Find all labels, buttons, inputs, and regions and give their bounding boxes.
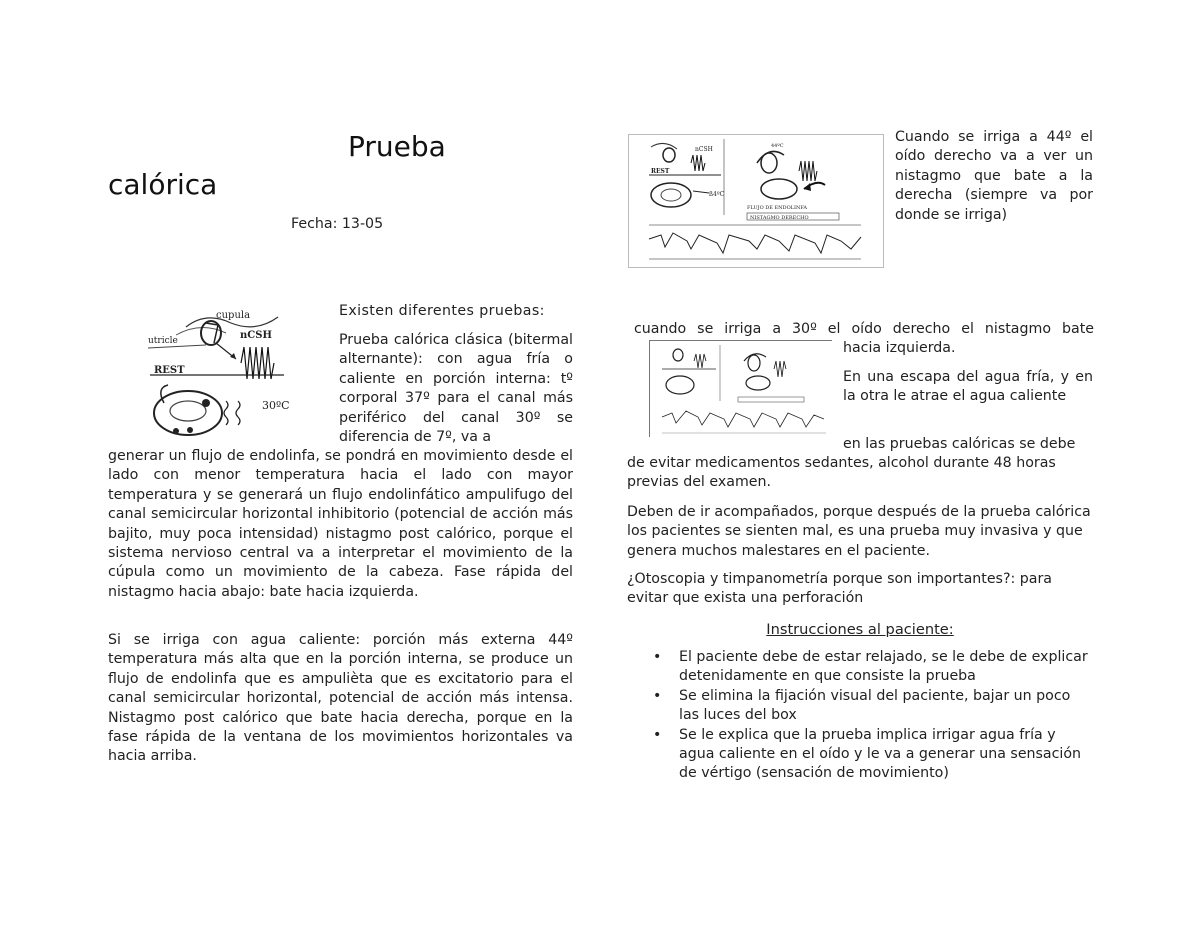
acompanados-paragraph: Deben de ir acompañados, porque después de la prueba calórica los pacientes se sienten mal, es una prueba muy invasiva y que genera muchos malestares en el paciente.: [627, 504, 1091, 559]
label-30c: 30ºC: [262, 399, 290, 412]
list-item: [653, 648, 1093, 687]
warm-water-paragraph: Si se irriga con agua caliente: porción más externa 44º temperatura más alta que en la porción interna, se produce un flujo de endolinfa que es ampulièta que es excitatorio para el canal semicircular horizontal, potencial de acción más intensa. Nistagmo post calórico que bate hacia derecha, porque en la fase rápida de la ventana de los movimientos horizontales va hacia arriba.: [108, 632, 573, 765]
label-flujo: FLUJO DE ENDOLINFA: [747, 205, 807, 211]
bullet-glyph: •: [653, 687, 662, 704]
endolinfa-paragraph: generar un flujo de endolinfa, se pondrá en movimiento desde el lado con menor temperatura hacia el lado con mayor temperatura y se generará un flujo endolinfático ampulifugo del canal semicircular horizontal inhibitorio (potencial de acción más bajito, muy poca intensidad) nistagmo post calórico, porque el sistema nervioso central va a interpretar el movimiento de la cúpula como un movimiento de la cabeza. Fase rápida del nistagmo hacia abajo: bate hacia izquierda.: [108, 448, 573, 600]
label-utricle: utricle: [148, 336, 178, 346]
title-line-2: calórica: [108, 168, 218, 201]
bullet-glyph: •: [653, 726, 662, 743]
caloric-30-first-line: cuando se irriga a 30º el oído derecho el nistagmo bate: [634, 321, 1094, 337]
pruebas-first-line: en las pruebas calóricas se debe: [843, 436, 1076, 452]
caloric-44-paragraph: Cuando se irriga a 44º el oído derecho va a ver un nistagmo que bate a la derecha (siempre va por donde se irriga): [895, 129, 1093, 223]
label-44c-top: 44ºC: [771, 143, 784, 149]
svg-text:ß4ºC: ß4ºC: [709, 191, 725, 198]
label-nistagmo-derecho: NISTAGMO DERECHO: [750, 215, 809, 221]
bullet-glyph: •: [653, 649, 662, 665]
date-text: Fecha: 13-05: [291, 216, 384, 232]
instructions-list: [653, 648, 1093, 784]
label-rest: REST: [154, 365, 185, 376]
instructions-heading: Instrucciones al paciente:: [766, 621, 954, 638]
otoscopia-paragraph: ¿Otoscopia y timpanometría porque son importantes?: para evitar que exista una perforación: [627, 571, 1052, 607]
intro-text: Existen diferentes pruebas:: [339, 303, 545, 319]
instructions-list-container: [653, 648, 1093, 784]
list-item-text: El paciente debe de estar relajado, se le debe de explicar detenidamente en que consiste la prueba: [679, 649, 1088, 685]
nystagmus-diagram-top: [628, 134, 884, 268]
list-item: [653, 687, 1093, 726]
cupula-diagram-left: [146, 303, 296, 445]
escapa-paragraph: En una escapa del agua fría, y en la otra le atrae el agua caliente: [843, 369, 1093, 405]
title-line-1: Prueba: [348, 130, 446, 163]
label-rest-top: REST: [651, 168, 670, 175]
caloric-30-continuation: hacia izquierda.: [843, 340, 956, 356]
pruebas-paragraph: de evitar medicamentos sedantes, alcohol durante 48 horas previas del examen.: [627, 455, 1056, 491]
list-item-text: Se le explica que la prueba implica irrigar agua fría y agua caliente en el oído y le va a generar una sensación de vértigo (sensación de movimiento): [679, 726, 1082, 782]
caloric-classic-paragraph: Prueba calórica clásica (bitermal alternante): con agua fría o caliente en porción interna: tº corporal 37º para el canal más periférico del canal 30º se diferencia de 7º, va a: [339, 332, 573, 446]
label-ncsh-top: nCSH: [695, 146, 713, 153]
nystagmus-diagram-small: [649, 340, 832, 437]
list-item: [653, 726, 1093, 784]
list-item-text: Se elimina la fijación visual del paciente, bajar un poco las luces del box: [679, 687, 1071, 724]
label-cupula: cupula: [216, 310, 251, 321]
label-ncsh: nCSH: [240, 330, 272, 341]
